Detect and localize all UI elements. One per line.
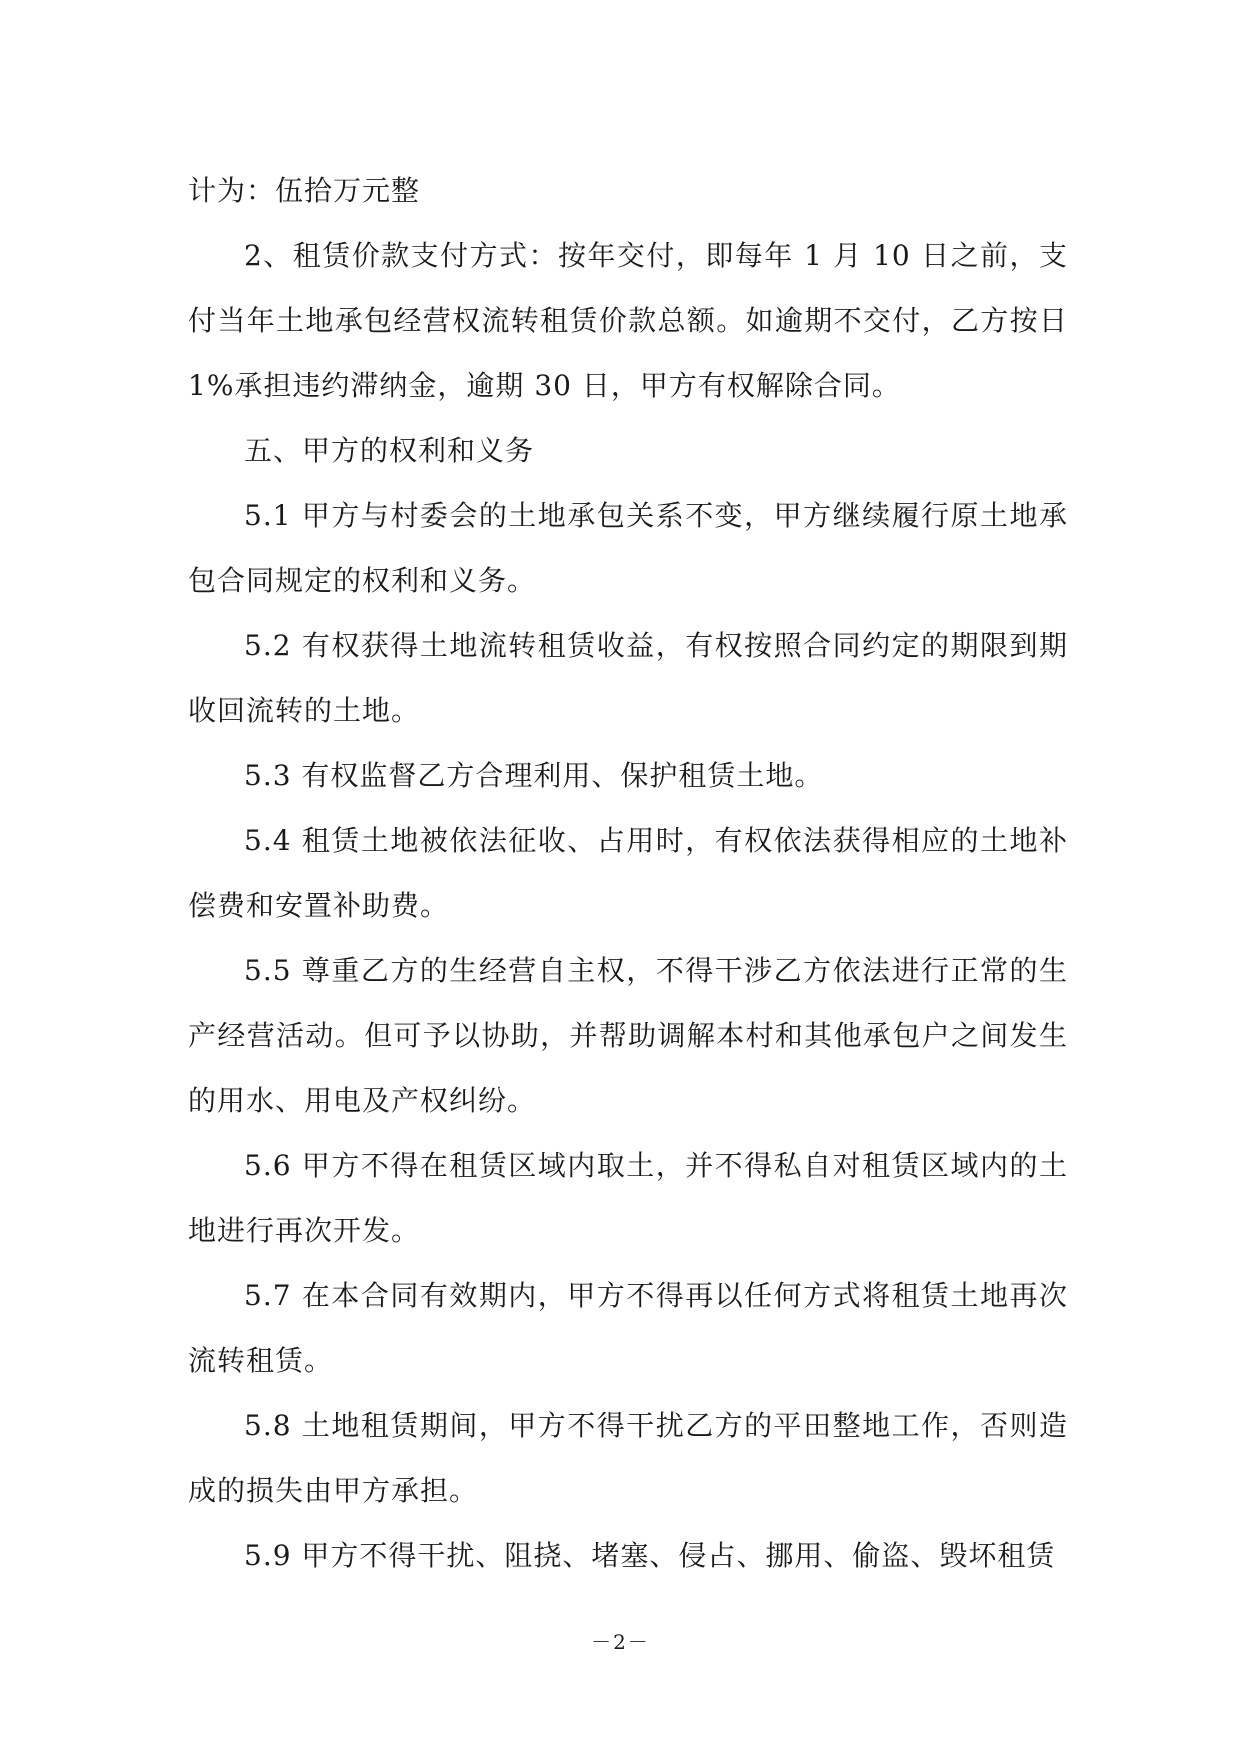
clause-5-8: 5.8 土地租赁期间，甲方不得干扰乙方的平田整地工作，否则造成的损失由甲方承担。 — [188, 1409, 1068, 1507]
section-heading-party-a-rights: 五、甲方的权利和义务 — [244, 434, 535, 467]
paragraph-payment-amount: 计为：伍拾万元整 — [188, 174, 421, 207]
paragraph-payment-method: 2、租赁价款支付方式：按年交付，即每年 1 月 10 日之前，支付当年土地承包经营权流转租赁价款总额。如逾期不交付，乙方按日 1%承担违约滞纳金，逾期 30 日，甲方有权解除合同。 — [188, 239, 1068, 402]
clause-5-5: 5.5 尊重乙方的生经营自主权，不得干涉乙方依法进行正常的生产经营活动。但可予以协助，并帮助调解本村和其他承包户之间发生的用水、用电及产权纠纷。 — [188, 954, 1068, 1117]
clause-5-9: 5.9 甲方不得干扰、阻挠、堵塞、侵占、挪用、偷盗、毁坏租赁 — [244, 1539, 1056, 1572]
clause-5-7: 5.7 在本合同有效期内，甲方不得再以任何方式将租赁土地再次流转租赁。 — [188, 1279, 1068, 1377]
document-body — [188, 158, 1068, 1588]
clause-5-1: 5.1 甲方与村委会的土地承包关系不变，甲方继续履行原土地承包合同规定的权利和义务。 — [188, 499, 1068, 597]
clause-5-6: 5.6 甲方不得在租赁区域内取土，并不得私自对租赁区域内的土地进行再次开发。 — [188, 1149, 1068, 1247]
page-number: －2－ — [591, 1630, 650, 1654]
clause-5-3: 5.3 有权监督乙方合理利用、保护租赁土地。 — [244, 759, 824, 792]
clause-5-2: 5.2 有权获得土地流转租赁收益，有权按照合同约定的期限到期收回流转的土地。 — [188, 629, 1068, 727]
clause-5-4: 5.4 租赁土地被依法征收、占用时，有权依法获得相应的土地补偿费和安置补助费。 — [188, 824, 1068, 922]
